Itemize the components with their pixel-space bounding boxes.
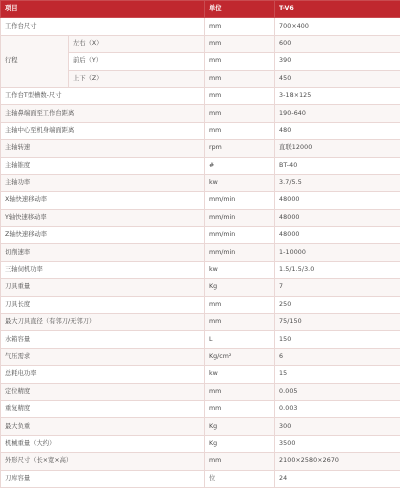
row-value: BT-40 (275, 157, 400, 174)
row-unit: kw (205, 261, 275, 278)
row-value: 480 (275, 122, 400, 139)
row-label: 最大刀具直径（有邻刀/无邻刀） (1, 314, 205, 331)
row-unit: mm (205, 70, 275, 87)
row-value: 15 (275, 366, 400, 383)
row-value: 48000 (275, 192, 400, 209)
row-value: 直联12000 (275, 140, 400, 157)
row-unit: Kg (205, 418, 275, 435)
table-row (1, 227, 400, 244)
row-unit: mm (205, 18, 275, 35)
row-unit: Kg/cm² (205, 348, 275, 365)
row-value: 190-640 (275, 105, 400, 122)
row-label: 主轴中心至机身端面距离 (1, 122, 205, 139)
row-unit: mm (205, 122, 275, 139)
header-unit: 单位 (205, 1, 275, 18)
row-label: 切削速率 (1, 244, 205, 261)
row-value: 3500 (275, 435, 400, 452)
row-value: 48000 (275, 209, 400, 226)
row-unit: 位 (205, 470, 275, 487)
row-value: 390 (275, 53, 400, 70)
row-value: 48000 (275, 227, 400, 244)
row-value: 3-18×125 (275, 87, 400, 104)
row-value: 150 (275, 331, 400, 348)
row-label: 总耗电功率 (1, 366, 205, 383)
travel-label: 行程 (1, 35, 69, 87)
row-unit: mm (205, 296, 275, 313)
table-row (1, 192, 400, 209)
table-row (1, 314, 400, 331)
row-value: 0.005 (275, 383, 400, 400)
header-model: T-V6 (275, 1, 400, 18)
row-unit: mm (205, 383, 275, 400)
row-label: 最大负重 (1, 418, 205, 435)
table-row (1, 174, 400, 191)
row-label: 主轴功率 (1, 174, 205, 191)
row-unit: mm/min (205, 227, 275, 244)
row-value: 6 (275, 348, 400, 365)
row-label: X轴快速移动率 (1, 192, 205, 209)
row-value: 250 (275, 296, 400, 313)
table-row (1, 296, 400, 313)
row-unit: kw (205, 366, 275, 383)
row-unit: mm (205, 53, 275, 70)
table-row (1, 87, 400, 104)
header-row (1, 1, 400, 18)
table-row (1, 366, 400, 383)
row-value: 2100×2580×2670 (275, 453, 400, 470)
row-label: 工作台尺寸 (1, 18, 205, 35)
row-value: 24 (275, 470, 400, 487)
row-unit: mm (205, 400, 275, 417)
row-label: 三轴伺机功率 (1, 261, 205, 278)
table-row (1, 261, 400, 278)
table-row (1, 418, 400, 435)
row-value: 1.5/1.5/3.0 (275, 261, 400, 278)
row-value: 600 (275, 35, 400, 52)
table-row (1, 348, 400, 365)
row-unit: rpm (205, 140, 275, 157)
table-row (1, 209, 400, 226)
row-unit: mm/min (205, 192, 275, 209)
row-unit: mm (205, 453, 275, 470)
table-row (1, 470, 400, 487)
row-unit: # (205, 157, 275, 174)
row-label: 工作台T型槽数-尺寸 (1, 87, 205, 104)
table-row (1, 453, 400, 470)
row-label: 刀具重量 (1, 279, 205, 296)
row-label: 机械重量（大约） (1, 435, 205, 452)
row-label: 定位精度 (1, 383, 205, 400)
row-value: 1-10000 (275, 244, 400, 261)
row-unit: mm/min (205, 209, 275, 226)
row-unit: L (205, 331, 275, 348)
row-label: 气压需求 (1, 348, 205, 365)
row-value: 7 (275, 279, 400, 296)
table-row (1, 331, 400, 348)
row-unit: Kg (205, 279, 275, 296)
row-unit: Kg (205, 435, 275, 452)
table-row (1, 105, 400, 122)
table-row (1, 35, 400, 52)
row-label: Y轴快速移动率 (1, 209, 205, 226)
table-row (1, 383, 400, 400)
row-label: 主轴锥度 (1, 157, 205, 174)
row-label: 主轴鼻端面至工作台距离 (1, 105, 205, 122)
row-label: 水箱容量 (1, 331, 205, 348)
table-row (1, 122, 400, 139)
header-item: 项目 (1, 1, 205, 18)
row-label: 重复精度 (1, 400, 205, 417)
row-unit: mm (205, 314, 275, 331)
row-value: 3.7/5.5 (275, 174, 400, 191)
travel-axis: 前后（Y） (69, 53, 205, 70)
row-value: 0.003 (275, 400, 400, 417)
travel-axis: 左右（X） (69, 35, 205, 52)
table-row (1, 279, 400, 296)
row-unit: mm (205, 87, 275, 104)
row-unit: kw (205, 174, 275, 191)
row-label: 刀具长度 (1, 296, 205, 313)
row-unit: mm (205, 105, 275, 122)
row-unit: mm/min (205, 244, 275, 261)
table-row (1, 435, 400, 452)
table-row (1, 244, 400, 261)
row-unit: mm (205, 35, 275, 52)
row-label: Z轴快速移动率 (1, 227, 205, 244)
row-label: 刀库容量 (1, 470, 205, 487)
row-label: 外形尺寸（长×宽×高） (1, 453, 205, 470)
table-row (1, 157, 400, 174)
table-row (1, 140, 400, 157)
row-label: 主轴转速 (1, 140, 205, 157)
table-row (1, 18, 400, 35)
table-row (1, 400, 400, 417)
row-value: 700×400 (275, 18, 400, 35)
row-value: 75/150 (275, 314, 400, 331)
travel-axis: 上下（Z） (69, 70, 205, 87)
row-value: 450 (275, 70, 400, 87)
row-value: 300 (275, 418, 400, 435)
